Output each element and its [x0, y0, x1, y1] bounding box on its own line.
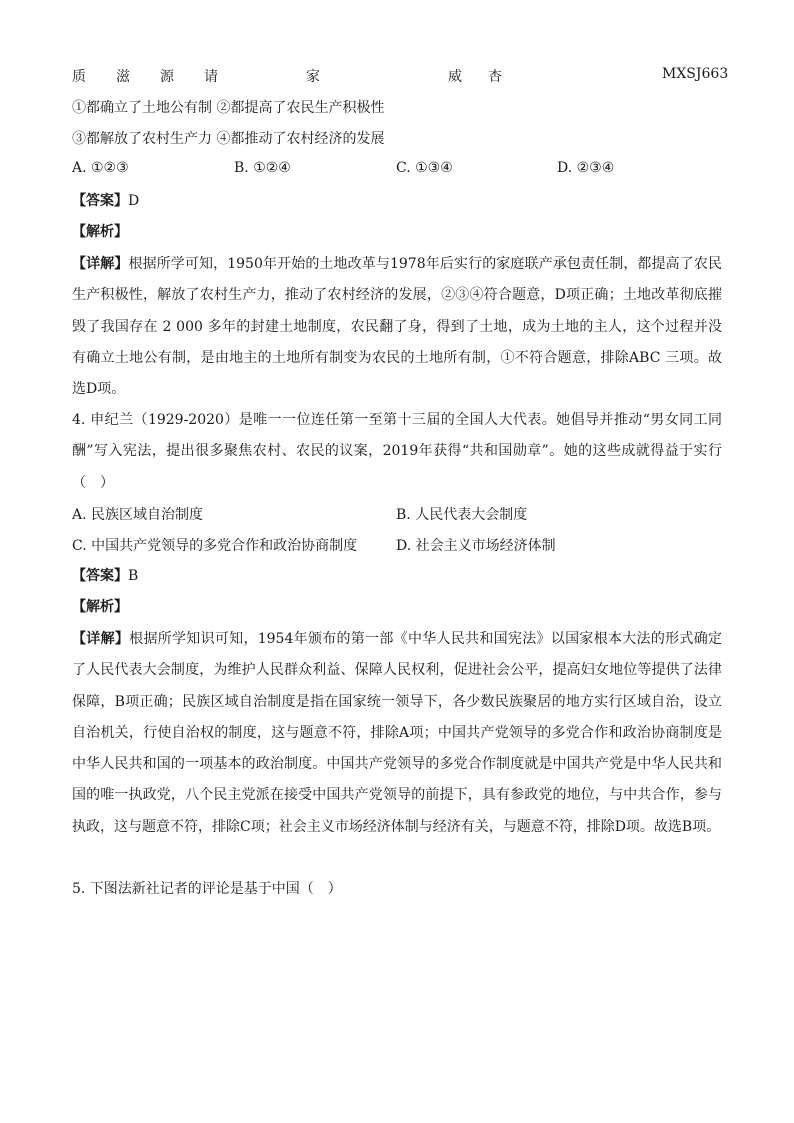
- answer-value: B: [128, 568, 139, 584]
- q3-option-b: B. ①②④: [234, 160, 291, 176]
- header-char: 滋: [116, 69, 130, 85]
- q3-option-d: D. ②③④: [557, 160, 615, 176]
- header-code: MXSJ663: [662, 66, 729, 82]
- q4-option-d: D. 社会主义市场经济体制: [396, 538, 556, 554]
- q3-statement-line: ③都解放了农村生产力 ④都推动了农村经济的发展: [72, 131, 385, 147]
- q4-stem: 4. 申纪兰（1929-2020）是唯一一位连任第一至第十三届的全国人大代表。她倡导并推动“男女同工同酬”写入宪法，提出很多聚焦农村、农民的议案，2019年获得“共和国勋章”。她的这些成就得益于实行（ ）: [72, 412, 722, 491]
- q4-option-c: C. 中国共产党领导的多党合作和政治协商制度: [72, 538, 358, 554]
- analysis-tag: 【解析】: [72, 599, 128, 615]
- q4-detail-paragraph: [72, 624, 722, 843]
- answer-tag: 【答案】: [72, 193, 128, 209]
- page-header: [72, 66, 729, 88]
- q3-option-a: A. ①②③: [72, 160, 129, 176]
- detail-tag: 【详解】: [72, 631, 130, 647]
- detail-text: 根据所学知识可知，1954年颁布的第一部《中华人民共和国宪法》以国家根本大法的形式确定了人民代表大会制度，为维护人民群众利益、保障人民权利，促进社会公平，提高妇女地位等提供了法律保障，B项正确；民族区域自治制度是指在国家统一领导下，各少数民族聚居的地方实行区域自治，设立自治机关，行使自治权的制度，这与题意不符，排除A项；中国共产党领导的多党合作和政治协商制度是中华人民共和国的一项基本的政治制度。中国共产党领导的多党合作制度就是中国共产党是中华人民共和国的唯一执政党，八个民主党派在接受中国共产党领导的前提下，具有参政党的地位，与中共合作，参与执政，这与题意不符，排除C项；社会主义市场经济体制与经济有关，与题意不符，排除D项。故选B项。: [72, 631, 722, 835]
- q5-stem: 5. 下图法新社记者的评论是基于中国（ ）: [72, 881, 342, 897]
- detail-tag: 【详解】: [72, 256, 129, 272]
- q3-detail-paragraph: [72, 249, 722, 405]
- detail-text: 根据所学可知，1950年开始的土地改革与1978年后实行的家庭联产承包责任制，都提高了农民生产积极性，解放了农村生产力，推动了农村经济的发展，②③④符合题意，D项正确；土地改革彻底摧毁了我国存在 2 000 多年的封建土地制度，农民翻了身，得到了土地，成为土地的主人，这个过程并没有确立土地公有制，是由地主的土地所有制变为农民的土地所有制，①不符合题意，排除ABC 三项。故选D项。: [72, 256, 722, 398]
- header-char: 请: [204, 69, 218, 85]
- q3-statement-line: ①都确立了土地公有制 ②都提高了农民生产积极性: [72, 100, 385, 116]
- answer-value: D: [128, 193, 140, 209]
- q3-analysis-heading: [72, 222, 722, 242]
- header-char: 杏: [488, 69, 502, 85]
- header-char: 质: [72, 69, 86, 85]
- q4-analysis-heading: [72, 597, 722, 617]
- q4-answer: [72, 566, 722, 586]
- q4-option-b: B. 人民代表大会制度: [396, 507, 528, 523]
- header-char: 威: [448, 69, 462, 85]
- header-char: 源: [160, 69, 174, 85]
- q3-option-c: C. ①③④: [396, 160, 453, 176]
- q4-option-a: A. 民族区域自治制度: [72, 507, 204, 523]
- analysis-tag: 【解析】: [72, 224, 128, 240]
- q3-answer: [72, 191, 722, 211]
- header-char: 家: [306, 69, 320, 85]
- answer-tag: 【答案】: [72, 568, 128, 584]
